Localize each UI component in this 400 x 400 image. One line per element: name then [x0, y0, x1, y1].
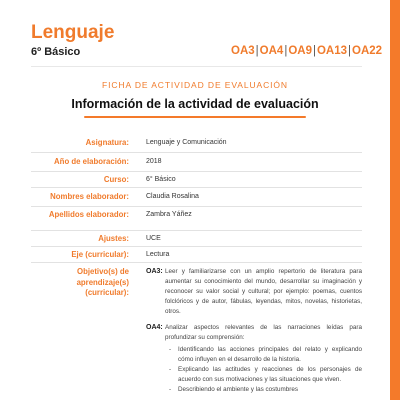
- field-value: 2018: [146, 158, 162, 165]
- ficha-label: FICHA DE ACTIVIDAD DE EVALUACIÓN: [102, 80, 288, 90]
- field-value: Lenguaje y Comunicación: [146, 139, 227, 146]
- field-row-curso: [31, 172, 362, 188]
- grade-label: 6º Básico: [31, 46, 81, 58]
- field-label: Eje (curricular):: [71, 250, 129, 259]
- field-value: 6° Básico: [146, 176, 176, 183]
- header-divider: [31, 66, 362, 67]
- field-row-anio: [31, 153, 362, 172]
- bullet-item: - Identificando las acciones principales del relato y explicando cómo influyen en el desarrollo de la historia.: [169, 346, 362, 363]
- oa-code: OA22: [352, 45, 383, 57]
- orange-side-bar: [390, 0, 400, 400]
- objective-text: Leer y familiarizarse con un amplio repertorio de literatura para aumentar su conocimiento del mundo, desarrollar su imaginación y reconocer su valor social y cultural; por ejemplo: poemas, cuentos folclóricos y de autor, fábulas, leyendas, mitos, novelas, historietas, otros.: [165, 268, 362, 315]
- objective-code: OA4:: [146, 324, 163, 331]
- field-label: Curso:: [103, 175, 129, 184]
- oa-codes-list: OA3|OA4|OA9|OA13|OA22: [231, 45, 383, 57]
- field-label: Asignatura:: [85, 138, 129, 147]
- objective-item: [146, 323, 362, 395]
- subject-title: Lenguaje: [31, 22, 115, 43]
- field-value: UCE: [146, 235, 161, 242]
- info-title: Información de la actividad de evaluación: [71, 97, 319, 111]
- bullet-text: Describiendo el ambiente y las costumbres: [178, 386, 299, 393]
- bullet-text: Identificando las acciones principales del relato y explicando cómo influyen en el desarrollo de la historia.: [178, 346, 362, 363]
- field-row-nombres: [31, 188, 362, 207]
- field-label: Apellidos elaborador:: [48, 210, 129, 219]
- field-row-apellidos: [31, 207, 362, 231]
- field-value: Claudia Rosalina: [146, 193, 199, 200]
- objective-bullets: [163, 345, 362, 395]
- field-row-ajustes: [31, 231, 362, 247]
- title-underline: [84, 116, 306, 118]
- info-table: [31, 131, 362, 263]
- field-label: Ajustes:: [98, 234, 129, 243]
- field-value: Zambra Yáñez: [146, 211, 192, 218]
- bullet-text: Explicando las actitudes y reacciones de los personajes de acuerdo con sus motivaciones y las situaciones que viven.: [178, 366, 362, 383]
- objective-item: [146, 267, 362, 317]
- field-row-eje: [31, 247, 362, 263]
- objectives-label: Objetivo(s) de aprendizaje(s) (curricular):: [76, 267, 129, 297]
- oa-code: OA3: [231, 45, 255, 57]
- field-label: Año de elaboración:: [54, 157, 129, 166]
- field-row-asignatura: [31, 131, 362, 153]
- oa-code: OA13: [316, 45, 348, 57]
- bullet-item: - Describiendo el ambiente y las costumbres: [169, 385, 362, 395]
- field-value: Lectura: [146, 251, 170, 258]
- objective-code: OA3:: [146, 268, 163, 275]
- bullet-item: - Explicando las actitudes y reacciones de los personajes de acuerdo con sus motivaciones y las situaciones que viven.: [169, 366, 362, 383]
- oa-code: OA9: [288, 45, 312, 57]
- objective-text: Analizar aspectos relevantes de las narraciones leídas para profundizar su comprensión:: [165, 324, 362, 341]
- oa-code: OA4: [259, 45, 284, 57]
- objectives-body: [146, 267, 362, 395]
- field-label: Nombres elaborador:: [50, 192, 129, 201]
